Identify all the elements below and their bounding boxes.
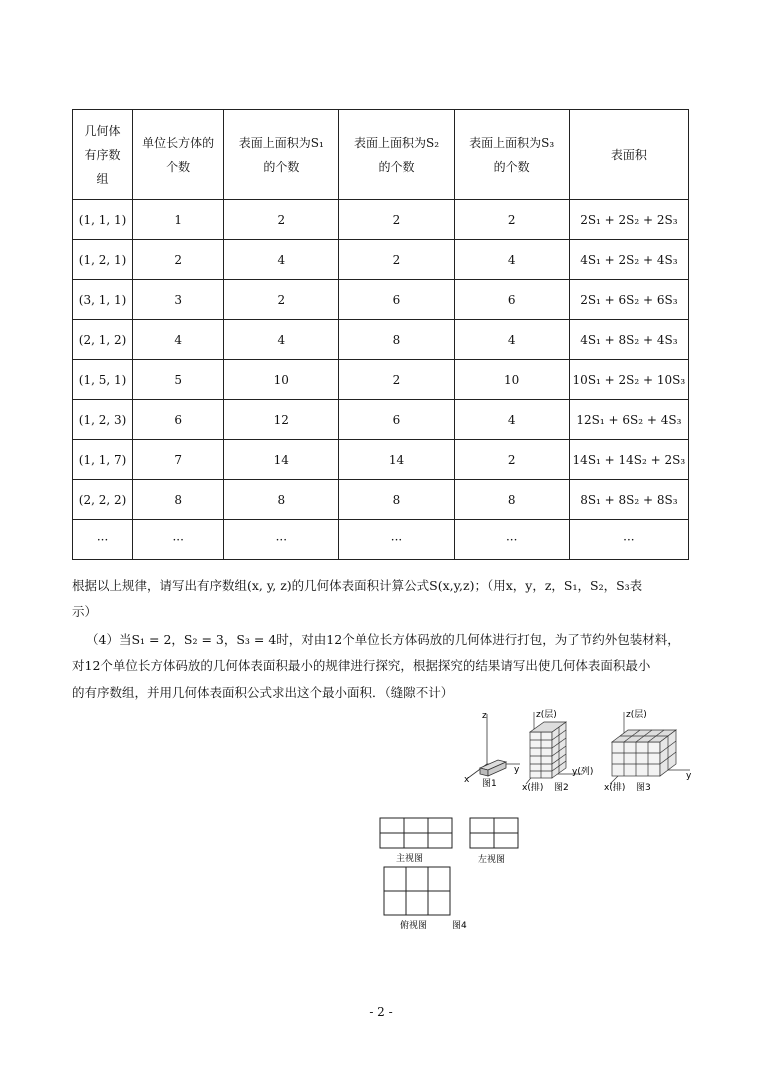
header-cell: 表面上面积为S₂ 的个数 bbox=[339, 110, 454, 200]
table-cell: 5 bbox=[133, 360, 224, 400]
table-cell: ··· bbox=[73, 520, 133, 560]
table-cell: (2, 1, 2) bbox=[73, 320, 133, 360]
axis-label-x: x(排) bbox=[522, 783, 544, 793]
table-row bbox=[73, 360, 689, 400]
table-cell: 2 bbox=[224, 280, 339, 320]
figure-3 bbox=[600, 708, 696, 794]
table-cell: (1, 1, 7) bbox=[73, 440, 133, 480]
table-cell: 4 bbox=[133, 320, 224, 360]
table-cell: (2, 2, 2) bbox=[73, 480, 133, 520]
table-cell: 2S₁ + 2S₂ + 2S₃ bbox=[569, 200, 688, 240]
table-cell: 10S₁ + 2S₂ + 10S₃ bbox=[569, 360, 688, 400]
table-cell: ··· bbox=[339, 520, 454, 560]
figure-1 bbox=[462, 706, 522, 790]
table-row bbox=[73, 520, 689, 560]
side-view-label: 左视图 bbox=[478, 855, 506, 865]
front-view-label: 主视图 bbox=[396, 854, 424, 864]
table-row bbox=[73, 480, 689, 520]
table-cell: 8 bbox=[224, 480, 339, 520]
axis-label-z: z bbox=[482, 711, 487, 721]
table-row bbox=[73, 400, 689, 440]
table-cell: 2 bbox=[454, 440, 569, 480]
table-cell: 10 bbox=[224, 360, 339, 400]
table-cell: 12 bbox=[224, 400, 339, 440]
table-cell: 4 bbox=[454, 320, 569, 360]
table-cell: 2S₁ + 6S₂ + 6S₃ bbox=[569, 280, 688, 320]
table-cell: ··· bbox=[224, 520, 339, 560]
table-cell: ··· bbox=[133, 520, 224, 560]
table-body bbox=[73, 200, 689, 560]
table-cell: 2 bbox=[339, 240, 454, 280]
figure-4-caption: 图4 bbox=[452, 921, 467, 931]
header-cell: 单位长方体的 个数 bbox=[133, 110, 224, 200]
data-table bbox=[72, 109, 689, 560]
figure-1-caption: 图1 bbox=[482, 779, 497, 789]
figure-2 bbox=[520, 708, 600, 794]
table-cell: 2 bbox=[224, 200, 339, 240]
table-row bbox=[73, 440, 689, 480]
table-cell: 7 bbox=[133, 440, 224, 480]
header-cell: 表面上面积为S₁ 的个数 bbox=[224, 110, 339, 200]
axis-label-x: x bbox=[464, 775, 470, 785]
table-cell: 3 bbox=[133, 280, 224, 320]
table-row bbox=[73, 240, 689, 280]
table-cell: (3, 1, 1) bbox=[73, 280, 133, 320]
table-cell: 14S₁ + 14S₂ + 2S₃ bbox=[569, 440, 688, 480]
table-row bbox=[73, 280, 689, 320]
paragraph-question-4-line3: 的有序数组，并用几何体表面积公式求出这个最小面积．（缝隙不计） bbox=[72, 685, 454, 700]
axis-label-z: z(层) bbox=[536, 710, 557, 720]
table-cell: 8S₁ + 8S₂ + 8S₃ bbox=[569, 480, 688, 520]
table-cell: 6 bbox=[454, 280, 569, 320]
figure-3-caption: 图3 bbox=[636, 783, 651, 793]
paragraph-question-4-line2: 对12个单位长方体码放的几何体表面积最小的规律进行探究，根据探究的结果请写出使几何体表面积最小 bbox=[72, 658, 651, 673]
table-cell: 12S₁ + 6S₂ + 4S₃ bbox=[569, 400, 688, 440]
table-cell: 8 bbox=[133, 480, 224, 520]
table-row bbox=[73, 320, 689, 360]
figure-2-caption: 图2 bbox=[554, 783, 569, 793]
table-cell: 14 bbox=[224, 440, 339, 480]
table-cell: 6 bbox=[339, 400, 454, 440]
table-cell: 4 bbox=[454, 400, 569, 440]
table-cell: 14 bbox=[339, 440, 454, 480]
table-cell: 4 bbox=[224, 320, 339, 360]
table-cell: 8 bbox=[339, 480, 454, 520]
header-cell: 几何体 有序数 组 bbox=[73, 110, 133, 200]
table-cell: 2 bbox=[454, 200, 569, 240]
table-cell: (1, 5, 1) bbox=[73, 360, 133, 400]
table-cell: 2 bbox=[339, 200, 454, 240]
axis-label-z: z(层) bbox=[626, 710, 647, 720]
table-cell: 2 bbox=[133, 240, 224, 280]
axis-label-y: y bbox=[686, 771, 692, 781]
table-cell: (1, 2, 3) bbox=[73, 400, 133, 440]
paragraph-rule: 根据以上规律，请写出有序数组(x, y, z)的几何体表面积计算公式S(x,y,z)；（用x，y，z，S₁，S₂，S₃表 示） bbox=[72, 578, 643, 619]
table-cell: (1, 1, 1) bbox=[73, 200, 133, 240]
table-cell: 4S₁ + 2S₂ + 4S₃ bbox=[569, 240, 688, 280]
table-cell: 4S₁ + 8S₂ + 4S₃ bbox=[569, 320, 688, 360]
table-cell: ··· bbox=[454, 520, 569, 560]
table-cell: (1, 2, 1) bbox=[73, 240, 133, 280]
axis-label-y: y(列) bbox=[572, 767, 594, 777]
header-cell: 表面上面积为S₃ 的个数 bbox=[454, 110, 569, 200]
table-cell: 6 bbox=[133, 400, 224, 440]
table-cell: 8 bbox=[339, 320, 454, 360]
table-cell: 6 bbox=[339, 280, 454, 320]
table-cell: 8 bbox=[454, 480, 569, 520]
top-view-label: 俯视图 bbox=[400, 921, 428, 931]
table-cell: 2 bbox=[339, 360, 454, 400]
paragraph-question-4-line1: （4）当S₁ = 2，S₂ = 3，S₃ = 4时，对由12个单位长方体码放的几何体进行打包，为了节约外包装材料， bbox=[86, 632, 680, 647]
table-cell: 1 bbox=[133, 200, 224, 240]
table-cell: 10 bbox=[454, 360, 569, 400]
header-cell: 表面积 bbox=[569, 110, 688, 200]
table-row bbox=[73, 200, 689, 240]
table-header-row bbox=[73, 110, 689, 200]
page-number: - 2 - bbox=[369, 1005, 393, 1019]
axis-label-y: y bbox=[514, 765, 520, 775]
table-cell: 4 bbox=[454, 240, 569, 280]
table-cell: ··· bbox=[569, 520, 688, 560]
table-cell: 4 bbox=[224, 240, 339, 280]
axis-label-x: x(排) bbox=[604, 783, 626, 793]
figure-4-views bbox=[378, 815, 528, 935]
